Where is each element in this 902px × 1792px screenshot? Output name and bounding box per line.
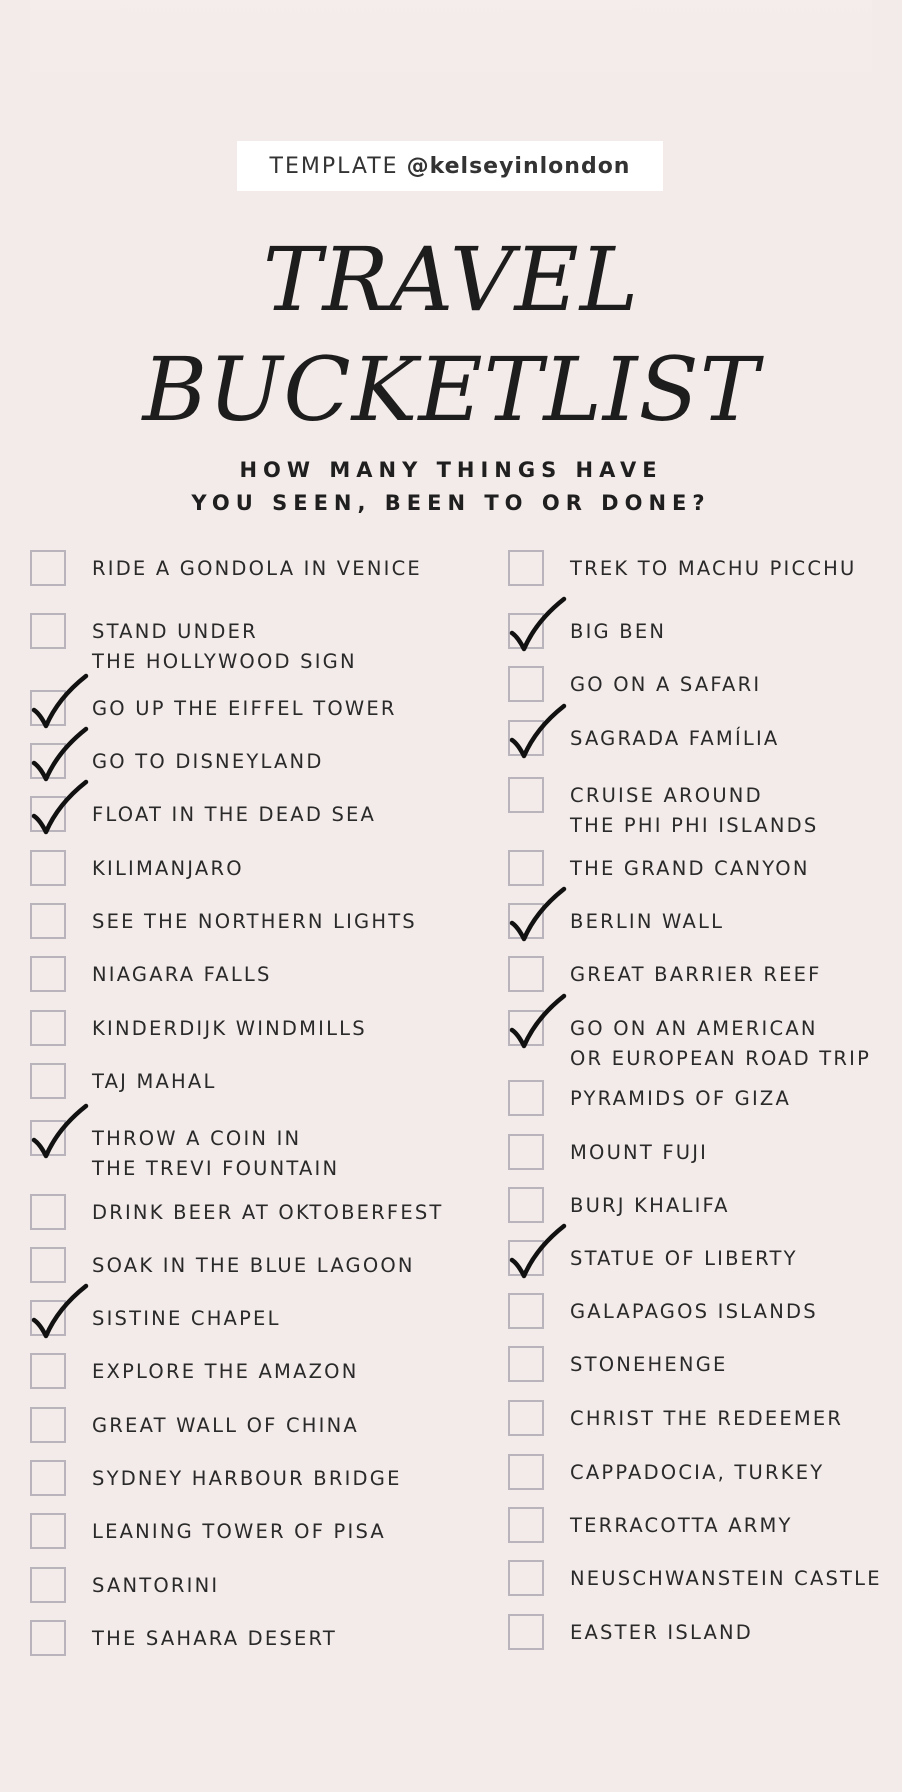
checkmark-icon [28,723,92,787]
item-label-line-1: TERRACOTTA ARMY [570,1514,793,1537]
item-label-line-1: SANTORINI [92,1574,220,1597]
bucketlist-item [30,1247,415,1283]
item-label [92,1124,339,1184]
checkbox[interactable] [30,1063,66,1099]
checkbox[interactable] [508,777,544,813]
item-label [570,724,779,754]
item-label [570,781,818,841]
item-label [92,747,324,777]
bucketlist-item [508,777,818,841]
item-label [92,1014,367,1044]
checkmark-icon [506,1220,570,1284]
item-label-line-1: STAND UNDER [92,620,258,643]
item-label [92,1411,359,1441]
item-label-line-1: EASTER ISLAND [570,1621,754,1644]
item-label [92,1517,386,1547]
checkbox[interactable] [30,903,66,939]
checkbox-checked[interactable] [508,613,544,649]
checkbox-checked[interactable] [30,1120,66,1156]
item-label-line-1: GREAT BARRIER REEF [570,963,822,986]
item-label-line-1: KILIMANJARO [92,857,244,880]
item-label [92,1624,337,1654]
item-label-line-1: NEUSCHWANSTEIN CASTLE [570,1567,882,1590]
bucketlist-item [508,1187,730,1223]
item-label [92,617,357,677]
item-label-line-2: THE TREVI FOUNTAIN [92,1157,340,1180]
checkbox[interactable] [30,1407,66,1443]
item-label-line-1: SAGRADA FAMÍLIA [570,727,780,750]
item-label [92,1251,415,1281]
item-label-line-1: LEANING TOWER OF PISA [92,1520,386,1543]
item-label [570,1350,728,1380]
item-label-line-1: BERLIN WALL [570,910,725,933]
item-label [570,1244,798,1274]
item-label [92,1198,444,1228]
checkbox[interactable] [30,1194,66,1230]
bucketlist-item [508,1293,818,1329]
item-label [570,554,856,584]
item-label-line-1: NIAGARA FALLS [92,963,272,986]
item-label [570,1404,843,1434]
item-label-line-1: BURJ KHALIFA [570,1194,730,1217]
item-label-line-1: CHRIST THE REDEEMER [570,1407,844,1430]
checkmark-icon [28,1280,92,1344]
item-label [570,854,810,884]
checkbox[interactable] [30,1620,66,1656]
bucketlist-item [30,1300,281,1336]
item-label-line-2: THE HOLLYWOOD SIGN [92,650,357,673]
item-label [570,1191,730,1221]
item-label-line-1: GALAPAGOS ISLANDS [570,1300,818,1323]
template-handle: @kelseyinlondon [406,153,631,179]
checkbox[interactable] [508,1454,544,1490]
item-label-line-1: PYRAMIDS OF GIZA [570,1087,792,1110]
item-label-line-1: THE SAHARA DESERT [92,1627,337,1650]
bucketlist-item [30,743,324,779]
checkbox[interactable] [508,850,544,886]
item-label-line-1: KINDERDIJK WINDMILLS [92,1017,367,1040]
checkbox[interactable] [508,550,544,586]
checkbox[interactable] [30,1513,66,1549]
checkbox[interactable] [508,1293,544,1329]
bucketlist-item [508,1240,798,1276]
item-label [570,1511,793,1541]
blurred-header-text [30,0,872,100]
bucketlist-item [508,1614,753,1650]
item-label [570,1084,791,1114]
item-label [92,1304,281,1334]
checkmark-icon [506,883,570,947]
item-label-line-1: CRUISE AROUND [570,784,763,807]
bucketlist-item [30,850,244,886]
checkbox[interactable] [508,1346,544,1382]
item-label [92,554,422,584]
item-label-line-1: SISTINE CHAPEL [92,1307,281,1330]
bucketlist-item [30,1460,402,1496]
bucketlist-item [30,796,376,832]
item-label [570,1297,818,1327]
item-label-line-2: THE PHI PHI ISLANDS [570,814,819,837]
item-label [570,1138,708,1168]
item-label [570,1618,753,1648]
item-label [92,1357,359,1387]
template-credit-badge [237,141,663,191]
item-label [570,617,666,647]
bucketlist-item [30,956,272,992]
checkmark-icon [28,776,92,840]
bucketlist-item [30,690,397,726]
item-label [570,960,822,990]
checkbox-checked[interactable] [508,1240,544,1276]
item-label [92,1464,402,1494]
item-label [570,670,761,700]
bucketlist-item [508,1560,882,1596]
item-label-line-1: THROW A COIN IN [92,1127,302,1150]
item-label [570,1564,882,1594]
bucketlist-item [30,1620,337,1656]
item-label [92,800,376,830]
item-label-line-1: FLOAT IN THE DEAD SEA [92,803,377,826]
checkbox[interactable] [508,1560,544,1596]
checkbox-checked[interactable] [508,903,544,939]
item-label-line-1: RIDE A GONDOLA IN VENICE [92,557,422,580]
checkbox[interactable] [508,666,544,702]
bucketlist-item [508,666,761,702]
checkmark-icon [506,990,570,1054]
bucketlist-item [508,1346,728,1382]
item-label-line-1: THE GRAND CANYON [570,857,810,880]
bucketlist-item [30,1567,219,1603]
item-label-line-1: DRINK BEER AT OKTOBERFEST [92,1201,444,1224]
item-label-line-1: GO TO DISNEYLAND [92,750,324,773]
bucketlist-item [508,550,856,586]
subtitle-line-1: HOW MANY THINGS HAVE [239,458,663,482]
bucketlist-item [508,903,724,939]
checkbox[interactable] [508,1134,544,1170]
item-label-line-1: TREK TO MACHU PICCHU [570,557,857,580]
title-line-1: TRAVEL [262,228,640,331]
bucketlist-item [508,1010,871,1074]
bucketlist-item [30,1407,359,1443]
item-label [92,907,417,937]
item-label [570,1458,824,1488]
item-label [92,1067,217,1097]
item-label-line-1: STONEHENGE [570,1353,728,1376]
checkbox-checked[interactable] [30,796,66,832]
checkbox-checked[interactable] [508,1010,544,1046]
bucketlist-item [508,956,822,992]
bucketlist-item [508,1454,824,1490]
item-label-line-1: MOUNT FUJI [570,1141,709,1164]
bucketlist-item [508,1134,708,1170]
checkbox[interactable] [30,1460,66,1496]
item-label-line-1: GREAT WALL OF CHINA [92,1414,359,1437]
checkbox-checked[interactable] [508,720,544,756]
bucketlist-item [508,850,810,886]
checkbox-checked[interactable] [30,743,66,779]
bucketlist-item [508,613,666,649]
bucketlist-item [508,1080,791,1116]
item-label-line-1: SEE THE NORTHERN LIGHTS [92,910,417,933]
bucketlist-item [30,1063,217,1099]
checkbox-checked[interactable] [30,1300,66,1336]
checkbox[interactable] [30,1247,66,1283]
item-label-line-1: EXPLORE THE AMAZON [92,1360,359,1383]
item-label-line-1: BIG BEN [570,620,667,643]
item-label [92,694,397,724]
item-label [92,960,272,990]
item-label-line-1: SYDNEY HARBOUR BRIDGE [92,1467,402,1490]
checkbox[interactable] [508,1080,544,1116]
checkbox-checked[interactable] [30,690,66,726]
checkbox[interactable] [508,1400,544,1436]
checkmark-icon [506,700,570,764]
bucketlist-item [30,550,422,586]
bucketlist-item [508,720,779,756]
title-line-2: BUCKETLIST [142,338,760,441]
checkbox[interactable] [508,1507,544,1543]
item-label [92,1571,219,1601]
bucketlist-item [30,1353,359,1389]
checkmark-icon [28,1100,92,1164]
bucketlist-item [30,903,417,939]
checkbox[interactable] [30,850,66,886]
item-label-line-1: SOAK IN THE BLUE LAGOON [92,1254,415,1277]
checkbox[interactable] [30,550,66,586]
checkbox[interactable] [30,1567,66,1603]
bucketlist-item [508,1400,843,1436]
checkmark-icon [506,593,570,657]
item-label-line-1: GO ON A SAFARI [570,673,762,696]
bucketlist-item [30,613,357,677]
checkbox[interactable] [508,1614,544,1650]
item-label [570,907,724,937]
checkbox[interactable] [30,1010,66,1046]
subtitle-line-2: YOU SEEN, BEEN TO OR DONE? [191,491,711,515]
bucketlist-item [30,1010,367,1046]
item-label [92,854,244,884]
bucketlist-item [508,1507,793,1543]
item-label-line-1: STATUE OF LIBERTY [570,1247,798,1270]
bucketlist-item [30,1194,444,1230]
checkmark-icon [28,670,92,734]
checkbox[interactable] [30,613,66,649]
item-label [570,1014,871,1074]
checkbox[interactable] [508,1187,544,1223]
checkbox[interactable] [30,956,66,992]
item-label-line-1: GO ON AN AMERICAN [570,1017,818,1040]
item-label-line-1: CAPPADOCIA, TURKEY [570,1461,825,1484]
item-label-line-1: GO UP THE EIFFEL TOWER [92,697,397,720]
bucketlist-item [30,1513,386,1549]
checkbox[interactable] [508,956,544,992]
item-label-line-1: TAJ MAHAL [92,1070,217,1093]
template-label: TEMPLATE [269,153,399,179]
bucketlist-item [30,1120,339,1184]
item-label-line-2: OR EUROPEAN ROAD TRIP [570,1047,872,1070]
checkbox[interactable] [30,1353,66,1389]
